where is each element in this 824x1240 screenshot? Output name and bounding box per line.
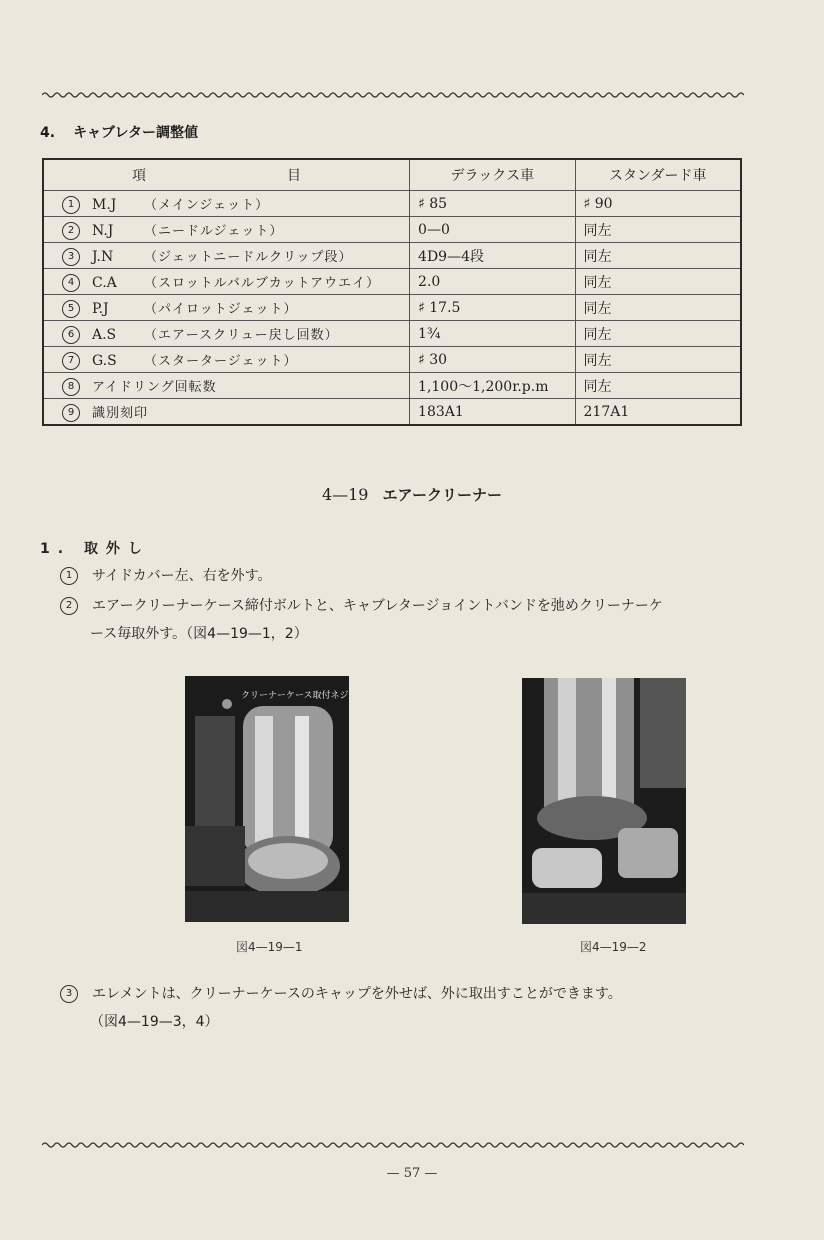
item-desc: 識別刻印 <box>92 405 149 421</box>
item-cell <box>43 243 410 269</box>
figure-1-caption: 図4—19—1 <box>236 940 303 954</box>
removal-title: 取外し <box>83 541 150 557</box>
item-cell <box>43 217 410 243</box>
table-row <box>43 243 741 269</box>
step-text-continued: （図4—19—3，4） <box>90 1014 219 1030</box>
table-row <box>43 321 741 347</box>
item-desc: （メインジェット） <box>144 197 270 213</box>
standard-value: ♯ 90 <box>575 191 741 217</box>
row-number: 7 <box>62 352 80 370</box>
step-text: エレメントは、クリーナーケースのキャップを外せば、外に取出すことができます。 <box>92 986 622 1002</box>
step-text: エアークリーナーケース締付ボルトと、キャブレタージョイントバンドを弛めクリーナーケ <box>92 598 663 614</box>
item-code: N.J <box>92 222 114 239</box>
step-text: サイドカバー左、右を外す。 <box>92 568 272 584</box>
row-number: 5 <box>62 300 80 318</box>
figure-2-caption: 図4—19—2 <box>580 940 647 954</box>
standard-value: 同左 <box>575 321 741 347</box>
standard-value: 同左 <box>575 217 741 243</box>
deluxe-value: 1,100～1,200r.p.m <box>410 373 575 399</box>
air-cleaner-section-title <box>0 484 824 505</box>
step-1 <box>60 562 750 590</box>
item-code: G.S <box>92 352 117 369</box>
standard-value: 同左 <box>575 295 741 321</box>
row-number: 2 <box>62 222 80 240</box>
section-419-title: エアークリーナー <box>382 486 503 504</box>
header-standard: スタンダード車 <box>575 159 741 191</box>
figure-1-photo <box>185 676 349 922</box>
item-desc: アイドリング回転数 <box>92 379 217 395</box>
item-code: A.S <box>92 326 117 343</box>
row-number: 1 <box>62 196 80 214</box>
step-3 <box>60 980 750 1036</box>
removal-heading <box>40 538 150 558</box>
deluxe-value: 4D9—4段 <box>410 243 575 269</box>
carburetor-settings-table <box>42 158 742 426</box>
section-number: 4. <box>40 125 56 141</box>
table-row <box>43 295 741 321</box>
item-cell <box>43 321 410 347</box>
section-419-number: 4—19 <box>321 485 369 504</box>
item-cell <box>43 269 410 295</box>
item-cell <box>43 347 410 373</box>
item-desc: （ジェットニードルクリップ段） <box>144 249 353 265</box>
table-header-row <box>43 159 741 191</box>
item-desc: （スタータージェット） <box>144 353 298 369</box>
item-desc: （パイロットジェット） <box>144 301 298 317</box>
header-item <box>43 159 410 191</box>
table-row <box>43 373 741 399</box>
item-code: C.A <box>92 274 117 291</box>
table-row <box>43 347 741 373</box>
carburetor-section-heading <box>40 122 198 142</box>
step-text-continued: ース毎取外す。（図4—19—1，2） <box>90 626 308 642</box>
step-mark: 2 <box>60 597 78 615</box>
row-number: 9 <box>62 404 80 422</box>
table-row <box>43 399 741 426</box>
deluxe-value: 1¾ <box>410 321 575 347</box>
removal-number: 1. <box>40 541 72 557</box>
page-number: — 57 — <box>386 1166 438 1181</box>
standard-value: 同左 <box>575 269 741 295</box>
deluxe-value: ♯ 30 <box>410 347 575 373</box>
standard-value: 同左 <box>575 347 741 373</box>
item-cell <box>43 373 410 399</box>
item-code: J.N <box>92 248 114 265</box>
figure-2-photo <box>522 678 686 924</box>
figure-1-label: クリーナーケース取付ネジ <box>241 691 349 701</box>
deluxe-value: 183A1 <box>410 399 575 426</box>
row-number: 3 <box>62 248 80 266</box>
item-desc: （スロットルバルブカットアウエイ） <box>144 275 381 291</box>
standard-value: 同左 <box>575 373 741 399</box>
table-row <box>43 191 741 217</box>
step-mark: 1 <box>60 567 78 585</box>
item-cell <box>43 295 410 321</box>
item-desc: （エアースクリュー戻し回数） <box>144 327 339 343</box>
standard-value: 217A1 <box>575 399 741 426</box>
item-desc: （ニードルジェット） <box>144 223 284 239</box>
item-cell <box>43 399 410 426</box>
deluxe-value: ♯ 85 <box>410 191 575 217</box>
header-item-a: 項 <box>132 168 146 184</box>
standard-value: 同左 <box>575 243 741 269</box>
deluxe-value: ♯ 17.5 <box>410 295 575 321</box>
row-number: 8 <box>62 378 80 396</box>
section-title: キャブレター調整値 <box>73 125 198 141</box>
item-code: M.J <box>92 196 117 213</box>
deluxe-value: 2.0 <box>410 269 575 295</box>
top-divider <box>42 90 744 100</box>
table-row <box>43 217 741 243</box>
deluxe-value: 0—0 <box>410 217 575 243</box>
header-item-b: 目 <box>287 168 302 184</box>
step-2 <box>60 592 750 648</box>
step-mark: 3 <box>60 985 78 1003</box>
header-deluxe: デラックス車 <box>410 159 575 191</box>
item-cell <box>43 191 410 217</box>
bottom-divider <box>42 1140 744 1150</box>
table-row <box>43 269 741 295</box>
item-code: P.J <box>92 300 109 317</box>
row-number: 6 <box>62 326 80 344</box>
row-number: 4 <box>62 274 80 292</box>
